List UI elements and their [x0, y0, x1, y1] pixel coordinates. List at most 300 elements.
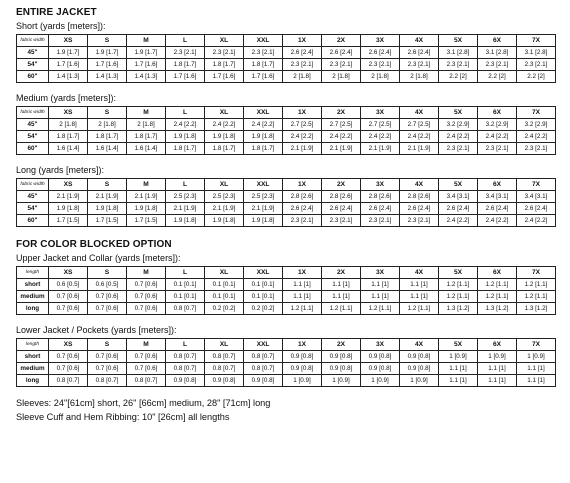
- table-cell: 1.8 [1.7]: [205, 59, 244, 71]
- table-cell: 2.2 [2]: [439, 71, 478, 83]
- table-cell: 0.1 [0.1]: [166, 279, 205, 291]
- row-label: 54": [17, 131, 49, 143]
- table-cell: 1.1 [1]: [283, 279, 322, 291]
- table-row: [17, 215, 556, 227]
- size-header: 1X: [283, 179, 322, 191]
- row-label: 45": [17, 47, 49, 59]
- table-cell: 2.7 [2.5]: [400, 119, 439, 131]
- size-header: XS: [49, 339, 88, 351]
- yardage-page: [16, 6, 556, 424]
- header-row: [17, 35, 556, 47]
- size-header: XS: [49, 107, 88, 119]
- table-cell: 2.1 [1.9]: [205, 203, 244, 215]
- table-cell: 0.8 [0.7]: [127, 375, 166, 387]
- note-ribbing: Sleeve Cuff and Hem Ribbing: 10" [26cm] all lengths: [16, 412, 230, 422]
- row-label: 54": [17, 59, 49, 71]
- table-cell: 1.9 [1.8]: [205, 131, 244, 143]
- size-header: L: [166, 179, 205, 191]
- size-header: 6X: [478, 179, 517, 191]
- size-header: 1X: [283, 107, 322, 119]
- table-cell: 2.8 [2.6]: [361, 191, 400, 203]
- table-cell: 1.8 [1.7]: [244, 143, 283, 155]
- table-row: [17, 363, 556, 375]
- table-cell: 1.7 [1.6]: [244, 71, 283, 83]
- table-cell: 2 [1.8]: [283, 71, 322, 83]
- size-header: 3X: [361, 35, 400, 47]
- table-cell: 2.3 [2.1]: [478, 59, 517, 71]
- corner-label: fabric width: [17, 179, 49, 191]
- table-cell: 1.1 [1]: [439, 363, 478, 375]
- table-row: [17, 303, 556, 315]
- table-cell: 1.7 [1.6]: [166, 71, 205, 83]
- row-label: short: [17, 279, 49, 291]
- table-cell: 2.3 [2.1]: [478, 143, 517, 155]
- table-cell: 2.4 [2.2]: [166, 119, 205, 131]
- table-cell: 0.8 [0.7]: [166, 351, 205, 363]
- size-header: L: [166, 107, 205, 119]
- table-cell: 2.6 [2.4]: [283, 203, 322, 215]
- row-label: short: [17, 351, 49, 363]
- corner-label: length: [17, 267, 49, 279]
- size-header: 4X: [400, 339, 439, 351]
- size-header: 5X: [439, 339, 478, 351]
- table-cell: 2.4 [2.2]: [478, 215, 517, 227]
- entire-jacket-tables: [16, 20, 556, 227]
- table-cell: 2.1 [1.9]: [127, 191, 166, 203]
- table-cell: 1 [0.9]: [283, 375, 322, 387]
- table-cell: 1.1 [1]: [478, 363, 517, 375]
- table-cell: 1.9 [1.8]: [244, 215, 283, 227]
- table-cell: 2.6 [2.4]: [322, 47, 361, 59]
- size-header: 6X: [478, 339, 517, 351]
- table-cell: 2.1 [1.9]: [361, 143, 400, 155]
- size-header: 3X: [361, 107, 400, 119]
- size-header: 5X: [439, 35, 478, 47]
- table-row: [17, 119, 556, 131]
- table-title: Short (yards [meters]):: [16, 21, 106, 31]
- table-row: [17, 59, 556, 71]
- table-cell: 0.8 [0.7]: [205, 351, 244, 363]
- size-header: XXL: [244, 179, 283, 191]
- table-cell: 1.2 [1.1]: [517, 279, 556, 291]
- table-cell: 1.1 [1]: [400, 279, 439, 291]
- header-row: [17, 267, 556, 279]
- size-header: M: [127, 107, 166, 119]
- table-cell: 2.4 [2.2]: [244, 119, 283, 131]
- table-title: Upper Jacket and Collar (yards [meters]):: [16, 253, 181, 263]
- section-title-color-blocked: FOR COLOR BLOCKED OPTION: [16, 239, 172, 250]
- yardage-table: [16, 34, 556, 83]
- table-title: Lower Jacket / Pockets (yards [meters]):: [16, 325, 177, 335]
- corner-label: fabric width: [17, 35, 49, 47]
- table-cell: 0.8 [0.7]: [244, 351, 283, 363]
- table-cell: 2.3 [2.1]: [283, 215, 322, 227]
- table-cell: 2 [1.8]: [88, 119, 127, 131]
- table-cell: 0.7 [0.6]: [127, 291, 166, 303]
- table-cell: 2.3 [2.1]: [322, 59, 361, 71]
- size-header: 7X: [517, 179, 556, 191]
- size-header: 2X: [322, 267, 361, 279]
- table-cell: 2.4 [2.2]: [439, 215, 478, 227]
- table-cell: 2.1 [1.9]: [88, 191, 127, 203]
- table-cell: 0.7 [0.6]: [127, 351, 166, 363]
- table-title: Medium (yards [meters]):: [16, 93, 117, 103]
- table-cell: 0.9 [0.8]: [322, 363, 361, 375]
- color-blocked-tables: [16, 252, 556, 387]
- table-cell: 0.1 [0.1]: [205, 291, 244, 303]
- table-row: [17, 191, 556, 203]
- table-cell: 0.7 [0.6]: [127, 303, 166, 315]
- size-header: 1X: [283, 35, 322, 47]
- table-cell: 0.7 [0.6]: [49, 351, 88, 363]
- table-cell: 0.9 [0.8]: [400, 363, 439, 375]
- yardage-table: [16, 338, 556, 387]
- table-cell: 2.6 [2.4]: [517, 203, 556, 215]
- table-cell: 1.9 [1.8]: [166, 215, 205, 227]
- table-cell: 1.7 [1.6]: [49, 59, 88, 71]
- size-header: S: [88, 339, 127, 351]
- table-cell: 2.6 [2.4]: [322, 203, 361, 215]
- size-header: 6X: [478, 267, 517, 279]
- table-cell: 2.3 [2.1]: [283, 59, 322, 71]
- table-title: Long (yards [meters]):: [16, 165, 105, 175]
- table-cell: 3.4 [3.1]: [478, 191, 517, 203]
- size-header: 3X: [361, 179, 400, 191]
- table-cell: 1.1 [1]: [439, 375, 478, 387]
- size-header: XS: [49, 35, 88, 47]
- table-row: [17, 291, 556, 303]
- table-cell: 1 [0.9]: [400, 375, 439, 387]
- table-cell: 2.1 [1.9]: [244, 203, 283, 215]
- table-cell: 0.7 [0.6]: [49, 363, 88, 375]
- size-header: XS: [49, 267, 88, 279]
- table-cell: 2 [1.8]: [400, 71, 439, 83]
- table-cell: 2.3 [2.1]: [361, 215, 400, 227]
- row-label: medium: [17, 291, 49, 303]
- table-cell: 1 [0.9]: [478, 351, 517, 363]
- size-header: L: [166, 339, 205, 351]
- table-cell: 1 [0.9]: [322, 375, 361, 387]
- note-sleeves: Sleeves: 24"[61cm] short, 26" [66cm] medium, 28" [71cm] long: [16, 398, 271, 408]
- table-cell: 0.9 [0.8]: [166, 375, 205, 387]
- size-header: 5X: [439, 267, 478, 279]
- table-cell: 0.1 [0.1]: [244, 291, 283, 303]
- table-cell: 2.6 [2.4]: [361, 47, 400, 59]
- size-header: 3X: [361, 339, 400, 351]
- table-cell: 2.8 [2.6]: [400, 191, 439, 203]
- table-cell: 1.8 [1.7]: [49, 131, 88, 143]
- table-cell: 2.5 [2.3]: [166, 191, 205, 203]
- table-cell: 2.6 [2.4]: [361, 203, 400, 215]
- table-cell: 1.1 [1]: [400, 291, 439, 303]
- size-header: 3X: [361, 267, 400, 279]
- header-row: [17, 179, 556, 191]
- table-cell: 2.6 [2.4]: [400, 47, 439, 59]
- table-cell: 1.3 [1.2]: [439, 303, 478, 315]
- size-header: M: [127, 35, 166, 47]
- table-cell: 2.3 [2.1]: [205, 47, 244, 59]
- table-cell: 2 [1.8]: [49, 119, 88, 131]
- table-cell: 1.3 [1.2]: [478, 303, 517, 315]
- row-label: 60": [17, 143, 49, 155]
- size-header: XXL: [244, 339, 283, 351]
- table-cell: 1.8 [1.7]: [88, 131, 127, 143]
- table-cell: 2.6 [2.4]: [478, 203, 517, 215]
- table-cell: 1.2 [1.1]: [517, 291, 556, 303]
- table-cell: 1.2 [1.1]: [361, 303, 400, 315]
- table-row: [17, 279, 556, 291]
- table-cell: 1.9 [1.8]: [88, 203, 127, 215]
- row-label: 45": [17, 191, 49, 203]
- row-label: 54": [17, 203, 49, 215]
- table-cell: 0.9 [0.8]: [322, 351, 361, 363]
- table-cell: 0.8 [0.7]: [244, 363, 283, 375]
- table-cell: 2.4 [2.2]: [478, 131, 517, 143]
- table-cell: 0.6 [0.5]: [49, 279, 88, 291]
- row-label: 45": [17, 119, 49, 131]
- table-cell: 0.7 [0.6]: [88, 363, 127, 375]
- table-cell: 1.9 [1.8]: [166, 131, 205, 143]
- header-row: [17, 107, 556, 119]
- table-cell: 0.9 [0.8]: [361, 351, 400, 363]
- table-cell: 0.9 [0.8]: [283, 363, 322, 375]
- row-label: medium: [17, 363, 49, 375]
- table-cell: 1.9 [1.8]: [205, 215, 244, 227]
- table-cell: 1.9 [1.8]: [49, 203, 88, 215]
- size-header: M: [127, 267, 166, 279]
- size-header: 1X: [283, 339, 322, 351]
- size-header: L: [166, 267, 205, 279]
- header-row: [17, 339, 556, 351]
- table-cell: 1 [0.9]: [517, 351, 556, 363]
- table-cell: 0.9 [0.8]: [361, 363, 400, 375]
- table-cell: 2.3 [2.1]: [400, 215, 439, 227]
- table-cell: 1.7 [1.6]: [88, 59, 127, 71]
- table-cell: 0.9 [0.8]: [244, 375, 283, 387]
- size-header: S: [88, 179, 127, 191]
- table-cell: 1.2 [1.1]: [322, 303, 361, 315]
- table-cell: 2.3 [2.1]: [517, 59, 556, 71]
- table-cell: 0.7 [0.6]: [127, 279, 166, 291]
- size-header: 5X: [439, 107, 478, 119]
- table-cell: 1.4 [1.3]: [127, 71, 166, 83]
- table-cell: 2 [1.8]: [361, 71, 400, 83]
- table-cell: 2.4 [2.2]: [322, 131, 361, 143]
- table-cell: 1.1 [1]: [361, 291, 400, 303]
- table-cell: 1.4 [1.3]: [49, 71, 88, 83]
- table-cell: 1.9 [1.8]: [244, 131, 283, 143]
- table-cell: 0.1 [0.1]: [166, 291, 205, 303]
- table-cell: 2.6 [2.4]: [439, 203, 478, 215]
- table-cell: 2.3 [2.1]: [166, 47, 205, 59]
- table-cell: 0.8 [0.7]: [166, 363, 205, 375]
- size-header: M: [127, 339, 166, 351]
- table-cell: 2.1 [1.9]: [283, 143, 322, 155]
- table-cell: 2.2 [2]: [478, 71, 517, 83]
- table-cell: 2.7 [2.5]: [283, 119, 322, 131]
- size-header: 2X: [322, 107, 361, 119]
- table-cell: 3.2 [2.9]: [439, 119, 478, 131]
- table-cell: 1.1 [1]: [361, 279, 400, 291]
- table-cell: 2.3 [2.1]: [400, 59, 439, 71]
- table-cell: 2.1 [1.9]: [166, 203, 205, 215]
- size-header: 1X: [283, 267, 322, 279]
- table-cell: 0.9 [0.8]: [283, 351, 322, 363]
- table-row: [17, 71, 556, 83]
- table-cell: 2.2 [2]: [517, 71, 556, 83]
- table-cell: 2 [1.8]: [322, 71, 361, 83]
- size-header: S: [88, 267, 127, 279]
- size-header: XXL: [244, 107, 283, 119]
- table-cell: 1.2 [1.1]: [439, 279, 478, 291]
- table-row: [17, 47, 556, 59]
- corner-label: fabric width: [17, 107, 49, 119]
- table-cell: 1.8 [1.7]: [244, 59, 283, 71]
- table-cell: 3.4 [3.1]: [439, 191, 478, 203]
- table-cell: 0.7 [0.6]: [49, 303, 88, 315]
- section-title-entire-jacket: ENTIRE JACKET: [16, 7, 97, 18]
- size-header: L: [166, 35, 205, 47]
- size-header: 4X: [400, 179, 439, 191]
- size-header: 7X: [517, 107, 556, 119]
- row-label: 60": [17, 215, 49, 227]
- row-label: 60": [17, 71, 49, 83]
- table-cell: 1.1 [1]: [517, 363, 556, 375]
- table-cell: 1.1 [1]: [322, 279, 361, 291]
- table-cell: 2.3 [2.1]: [517, 143, 556, 155]
- table-cell: 1.2 [1.1]: [400, 303, 439, 315]
- table-cell: 1.7 [1.5]: [88, 215, 127, 227]
- table-cell: 1.8 [1.7]: [205, 143, 244, 155]
- size-header: 2X: [322, 339, 361, 351]
- table-cell: 1.6 [1.4]: [49, 143, 88, 155]
- table-row: [17, 143, 556, 155]
- table-cell: 3.2 [2.9]: [478, 119, 517, 131]
- table-cell: 2.3 [2.1]: [439, 143, 478, 155]
- table-cell: 0.1 [0.1]: [244, 279, 283, 291]
- table-cell: 1.7 [1.5]: [127, 215, 166, 227]
- table-cell: 2.3 [2.1]: [322, 215, 361, 227]
- table-cell: 0.8 [0.7]: [166, 303, 205, 315]
- table-cell: 1.9 [1.7]: [49, 47, 88, 59]
- notes: [16, 396, 556, 424]
- table-cell: 1.7 [1.6]: [205, 71, 244, 83]
- yardage-table: [16, 266, 556, 315]
- table-cell: 2.5 [2.3]: [205, 191, 244, 203]
- size-header: 6X: [478, 35, 517, 47]
- table-cell: 2.3 [2.1]: [244, 47, 283, 59]
- table-row: [17, 131, 556, 143]
- table-cell: 1.1 [1]: [478, 375, 517, 387]
- table-cell: 3.1 [2.8]: [517, 47, 556, 59]
- size-header: XS: [49, 179, 88, 191]
- table-cell: 2.1 [1.9]: [49, 191, 88, 203]
- size-header: 7X: [517, 339, 556, 351]
- table-cell: 2.4 [2.2]: [205, 119, 244, 131]
- table-cell: 2.7 [2.5]: [361, 119, 400, 131]
- table-cell: 3.1 [2.8]: [478, 47, 517, 59]
- table-cell: 1 [0.9]: [439, 351, 478, 363]
- table-cell: 2.4 [2.2]: [400, 131, 439, 143]
- size-header: S: [88, 107, 127, 119]
- table-cell: 1.9 [1.7]: [127, 47, 166, 59]
- table-cell: 2.4 [2.2]: [283, 131, 322, 143]
- table-cell: 1.1 [1]: [322, 291, 361, 303]
- table-cell: 1.9 [1.8]: [127, 203, 166, 215]
- size-header: XXL: [244, 35, 283, 47]
- yardage-table: [16, 106, 556, 155]
- table-cell: 1.9 [1.7]: [88, 47, 127, 59]
- table-cell: 0.8 [0.7]: [49, 375, 88, 387]
- table-cell: 0.7 [0.6]: [88, 351, 127, 363]
- table-cell: 2.4 [2.2]: [517, 215, 556, 227]
- size-header: M: [127, 179, 166, 191]
- table-cell: 1.8 [1.7]: [166, 143, 205, 155]
- size-header: XL: [205, 339, 244, 351]
- table-row: [17, 375, 556, 387]
- table-cell: 1.7 [1.6]: [127, 59, 166, 71]
- table-cell: 0.8 [0.7]: [205, 363, 244, 375]
- table-cell: 1.4 [1.3]: [88, 71, 127, 83]
- row-label: long: [17, 375, 49, 387]
- size-header: 4X: [400, 35, 439, 47]
- table-cell: 2.4 [2.2]: [517, 131, 556, 143]
- table-cell: 2.6 [2.4]: [400, 203, 439, 215]
- size-header: 5X: [439, 179, 478, 191]
- table-cell: 2.4 [2.2]: [439, 131, 478, 143]
- size-header: 7X: [517, 267, 556, 279]
- table-cell: 1.2 [1.1]: [478, 279, 517, 291]
- entire-jacket-section: [16, 6, 556, 227]
- table-cell: 0.1 [0.1]: [205, 279, 244, 291]
- size-header: 2X: [322, 179, 361, 191]
- table-cell: 0.9 [0.8]: [205, 375, 244, 387]
- table-cell: 1.6 [1.4]: [88, 143, 127, 155]
- table-cell: 0.7 [0.6]: [127, 363, 166, 375]
- table-cell: 1.3 [1.2]: [517, 303, 556, 315]
- table-cell: 2.8 [2.6]: [283, 191, 322, 203]
- size-header: XXL: [244, 267, 283, 279]
- table-cell: 3.4 [3.1]: [517, 191, 556, 203]
- table-cell: 1.8 [1.7]: [127, 131, 166, 143]
- size-header: XL: [205, 107, 244, 119]
- table-row: [17, 351, 556, 363]
- table-cell: 1.2 [1.1]: [283, 303, 322, 315]
- table-cell: 1.8 [1.7]: [166, 59, 205, 71]
- yardage-table: [16, 178, 556, 227]
- table-cell: 1.6 [1.4]: [127, 143, 166, 155]
- table-cell: 0.9 [0.8]: [400, 351, 439, 363]
- size-header: 2X: [322, 35, 361, 47]
- table-cell: 0.7 [0.6]: [88, 303, 127, 315]
- table-cell: 0.2 [0.2]: [205, 303, 244, 315]
- table-cell: 2.1 [1.9]: [322, 143, 361, 155]
- size-header: 7X: [517, 35, 556, 47]
- table-cell: 2.6 [2.4]: [283, 47, 322, 59]
- table-cell: 3.2 [2.9]: [517, 119, 556, 131]
- size-header: 4X: [400, 107, 439, 119]
- table-cell: 3.1 [2.8]: [439, 47, 478, 59]
- color-blocked-section: [16, 238, 556, 387]
- table-cell: 2.4 [2.2]: [361, 131, 400, 143]
- table-cell: 2.5 [2.3]: [244, 191, 283, 203]
- table-cell: 1.1 [1]: [283, 291, 322, 303]
- table-cell: 0.7 [0.6]: [49, 291, 88, 303]
- table-cell: 2.3 [2.1]: [361, 59, 400, 71]
- size-header: XL: [205, 267, 244, 279]
- size-header: XL: [205, 35, 244, 47]
- table-cell: 0.6 [0.5]: [88, 279, 127, 291]
